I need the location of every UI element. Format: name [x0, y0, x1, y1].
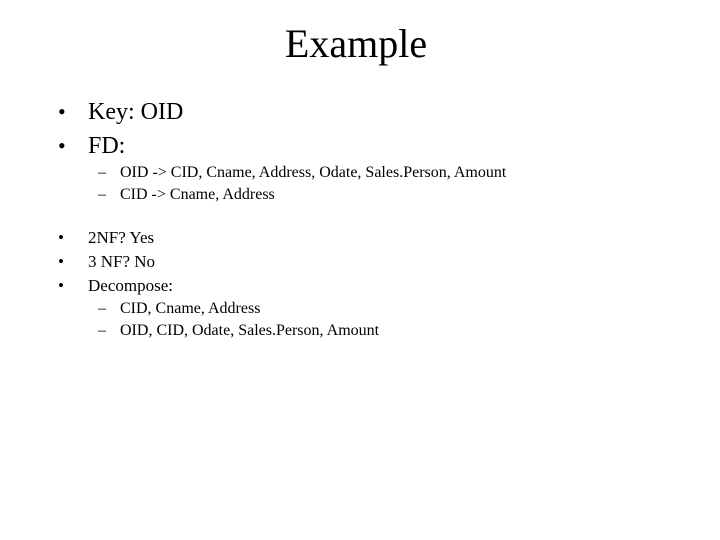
bullet-item [58, 132, 458, 160]
sub-bullet-text: CID, Cname, Address [120, 300, 261, 317]
sub-bullet-item [98, 321, 618, 341]
bullet-text: FD: [88, 133, 126, 159]
bullet-text: Decompose: [88, 276, 173, 295]
sub-bullet-marker: – [98, 322, 106, 339]
sub-bullet-text: OID, CID, Odate, Sales.Person, Amount [120, 322, 380, 339]
sub-bullet-item [98, 163, 618, 183]
bullet-marker: • [58, 99, 66, 124]
bullet-text: 3 NF? No [88, 252, 156, 271]
bullet-text: 2NF? Yes [88, 228, 155, 247]
bullet-text: Key: OID [88, 99, 184, 125]
sub-bullet-marker: – [98, 164, 106, 181]
bullet-marker: • [58, 228, 64, 247]
slide-title: Example [284, 21, 428, 66]
sub-bullet-text: OID -> CID, Cname, Address, Odate, Sales.Person, Amount [120, 164, 507, 181]
sub-bullet-text: CID -> Cname, Address [120, 186, 275, 203]
bullet-marker: • [58, 276, 64, 295]
bullet-item [58, 98, 458, 126]
bullet-item [58, 274, 458, 302]
sub-bullet-item [98, 185, 618, 205]
bullet-marker: • [58, 252, 64, 271]
sub-bullet-item [98, 299, 618, 319]
bullet-marker: • [58, 133, 66, 158]
sub-bullet-marker: – [98, 300, 106, 317]
sub-bullet-marker: – [98, 186, 106, 203]
